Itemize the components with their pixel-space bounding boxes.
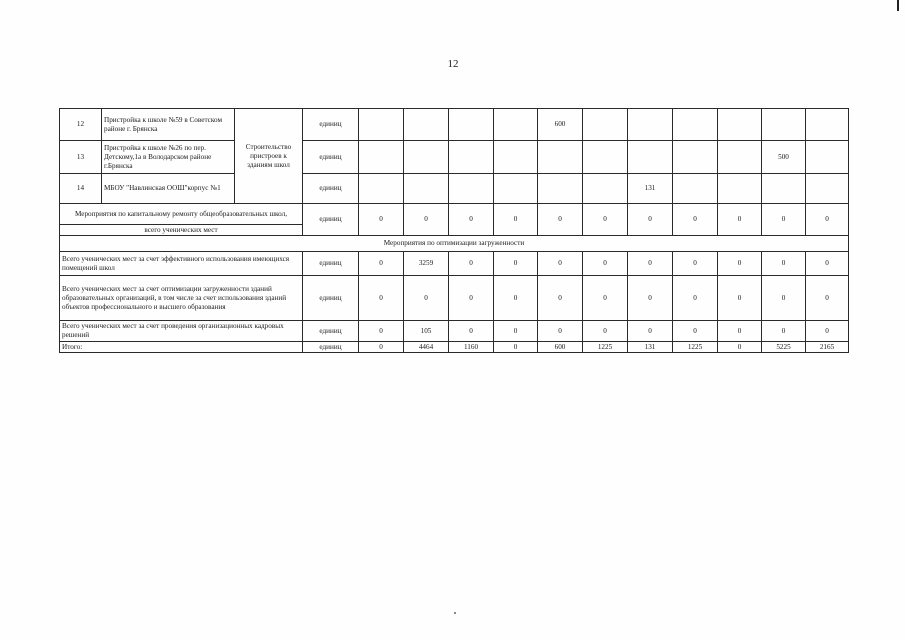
value-cell xyxy=(404,141,449,174)
unit-cell: единиц xyxy=(303,204,359,236)
unit-cell: единиц xyxy=(303,321,359,342)
value-cell: 1225 xyxy=(583,342,628,353)
value-cell: 0 xyxy=(583,204,628,236)
value-cell: 0 xyxy=(628,252,673,276)
value-cell xyxy=(583,109,628,141)
table-row xyxy=(60,204,849,225)
total-row xyxy=(60,342,849,353)
value-cell: 4464 xyxy=(404,342,449,353)
value-cell xyxy=(673,174,718,204)
optimization-header: Мероприятия по оптимизации загруженности xyxy=(60,236,849,252)
value-cell: 0 xyxy=(359,276,404,321)
value-cell: 0 xyxy=(583,252,628,276)
row-name: МБОУ "Навлинская ООШ"корпус №1 xyxy=(102,174,235,204)
value-cell: 0 xyxy=(628,204,673,236)
value-cell: 0 xyxy=(628,321,673,342)
table-row xyxy=(60,109,849,141)
value-cell: 1225 xyxy=(673,342,718,353)
row-number: 14 xyxy=(60,174,102,204)
value-cell: 0 xyxy=(494,204,538,236)
value-cell xyxy=(494,109,538,141)
value-cell: 0 xyxy=(404,276,449,321)
value-cell: 0 xyxy=(494,252,538,276)
table-row xyxy=(60,141,849,174)
value-cell: 131 xyxy=(628,342,673,353)
value-cell: 0 xyxy=(583,276,628,321)
value-cell: 0 xyxy=(673,276,718,321)
unit-cell: единиц xyxy=(303,252,359,276)
value-cell xyxy=(583,174,628,204)
value-cell xyxy=(718,141,762,174)
value-cell xyxy=(718,174,762,204)
value-cell xyxy=(673,141,718,174)
value-cell xyxy=(359,141,404,174)
value-cell xyxy=(673,109,718,141)
unit-cell: единиц xyxy=(303,109,359,141)
value-cell: 0 xyxy=(806,321,849,342)
value-cell: 0 xyxy=(494,276,538,321)
value-cell: 0 xyxy=(538,276,583,321)
value-cell: 0 xyxy=(538,252,583,276)
summary-label: Всего ученических мест за счет эффективного использования имеющихся помещений школ xyxy=(60,252,303,276)
data-table xyxy=(59,108,849,353)
value-cell: 0 xyxy=(718,276,762,321)
value-cell: 0 xyxy=(404,204,449,236)
value-cell: 0 xyxy=(806,276,849,321)
value-cell xyxy=(494,174,538,204)
value-cell: 0 xyxy=(673,252,718,276)
value-cell: 0 xyxy=(806,204,849,236)
value-cell: 0 xyxy=(673,204,718,236)
unit-cell: единиц xyxy=(303,342,359,353)
value-cell xyxy=(762,109,806,141)
value-cell: 0 xyxy=(762,321,806,342)
value-cell xyxy=(359,174,404,204)
summary-label: Всего ученических мест за счет проведения организационных кадровых решений xyxy=(60,321,303,342)
row-name: Пристройка к школе №26 по пер. Детскому,1а в Володарском районе г.Брянска xyxy=(102,141,235,174)
value-cell xyxy=(718,109,762,141)
value-cell: 0 xyxy=(359,321,404,342)
value-cell: 0 xyxy=(449,321,494,342)
unit-cell: единиц xyxy=(303,276,359,321)
value-cell: 0 xyxy=(538,321,583,342)
value-cell: 500 xyxy=(762,141,806,174)
activity-cell: Строительство пристроев к зданиям школ xyxy=(235,109,303,204)
value-cell: 0 xyxy=(359,204,404,236)
value-cell: 1160 xyxy=(449,342,494,353)
value-cell xyxy=(538,174,583,204)
value-cell xyxy=(538,141,583,174)
table-row xyxy=(60,276,849,321)
value-cell xyxy=(806,174,849,204)
value-cell xyxy=(628,109,673,141)
value-cell: 131 xyxy=(628,174,673,204)
unit-cell: единиц xyxy=(303,141,359,174)
row-number: 12 xyxy=(60,109,102,141)
value-cell: 0 xyxy=(762,252,806,276)
value-cell: 0 xyxy=(449,276,494,321)
value-cell: 0 xyxy=(718,342,762,353)
scan-dot-mark xyxy=(454,612,456,614)
value-cell xyxy=(404,174,449,204)
value-cell: 105 xyxy=(404,321,449,342)
page-number: 12 xyxy=(447,58,459,70)
value-cell: 2165 xyxy=(806,342,849,353)
row-number: 13 xyxy=(60,141,102,174)
value-cell xyxy=(806,141,849,174)
value-cell: 0 xyxy=(583,321,628,342)
value-cell: 0 xyxy=(494,321,538,342)
value-cell: 0 xyxy=(359,252,404,276)
table-row xyxy=(60,321,849,342)
value-cell: 0 xyxy=(628,276,673,321)
summary-label: Всего ученических мест за счет оптимизации загруженности зданий образовательных организаций, в том числе за счет использования зданий объектов профессионального и высшего образования xyxy=(60,276,303,321)
capital-repair-sublabel: всего ученических мест xyxy=(60,225,303,236)
row-name: Пристройка к школе №59 в Советском районе г. Брянска xyxy=(102,109,235,141)
total-label: Итого: xyxy=(60,342,303,353)
value-cell xyxy=(449,109,494,141)
value-cell: 600 xyxy=(538,109,583,141)
value-cell: 0 xyxy=(449,252,494,276)
value-cell: 0 xyxy=(718,321,762,342)
value-cell xyxy=(404,109,449,141)
value-cell: 3259 xyxy=(404,252,449,276)
value-cell: 600 xyxy=(538,342,583,353)
section-header-row xyxy=(60,236,849,252)
unit-cell: единиц xyxy=(303,174,359,204)
table-row xyxy=(60,252,849,276)
value-cell xyxy=(583,141,628,174)
scan-edge-mark xyxy=(897,0,899,11)
value-cell xyxy=(359,109,404,141)
value-cell xyxy=(494,141,538,174)
value-cell: 0 xyxy=(806,252,849,276)
value-cell xyxy=(762,174,806,204)
value-cell: 0 xyxy=(449,204,494,236)
value-cell: 0 xyxy=(673,321,718,342)
value-cell xyxy=(628,141,673,174)
value-cell: 0 xyxy=(762,276,806,321)
value-cell: 0 xyxy=(359,342,404,353)
value-cell: 0 xyxy=(538,204,583,236)
value-cell: 0 xyxy=(762,204,806,236)
value-cell: 0 xyxy=(718,252,762,276)
value-cell: 0 xyxy=(494,342,538,353)
table-row xyxy=(60,174,849,204)
value-cell xyxy=(449,174,494,204)
value-cell xyxy=(449,141,494,174)
capital-repair-label: Мероприятия по капитальному ремонту общеобразовательных школ, xyxy=(60,204,303,225)
value-cell xyxy=(806,109,849,141)
value-cell: 0 xyxy=(718,204,762,236)
value-cell: 5225 xyxy=(762,342,806,353)
